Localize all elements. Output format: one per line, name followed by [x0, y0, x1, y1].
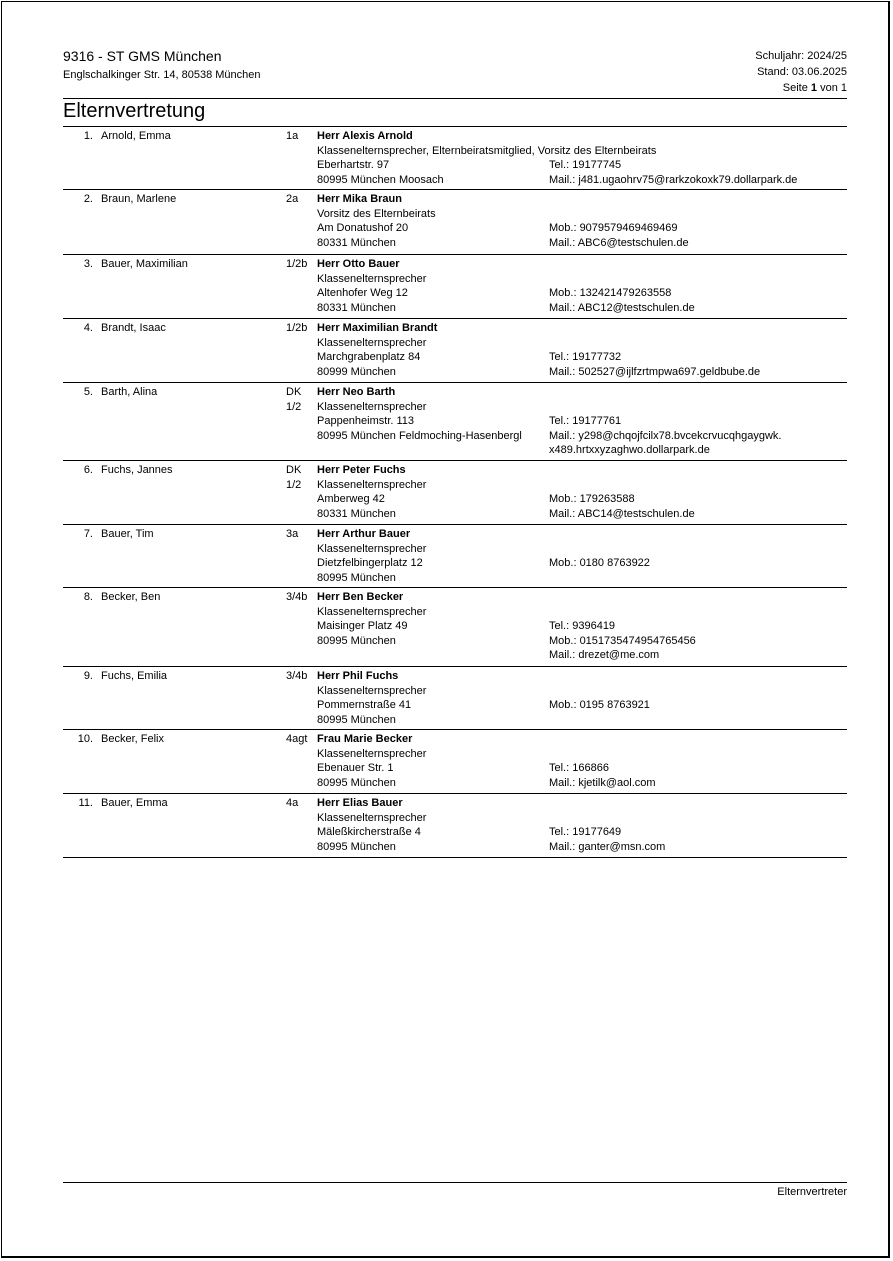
contact-line: Mob.: 0180 8763922 — [549, 557, 650, 569]
parent-role: Klassenelternsprecher — [317, 605, 427, 618]
page-current: 1 — [810, 82, 818, 94]
contact-line: Mail.: y298@chqojfcilx78.bvcekcrvucqhgaygwk. — [549, 429, 782, 442]
parent-name: Herr Elias Bauer — [317, 797, 403, 809]
parent-name: Herr Otto Bauer — [317, 258, 400, 270]
parent-role: Klassenelternsprecher — [317, 542, 427, 555]
school-name: 9316 - ST GMS München — [63, 48, 222, 64]
page-indicator — [755, 80, 847, 96]
contact-line: Tel.: 166866 — [549, 762, 609, 774]
parent-cell — [317, 590, 549, 648]
parent-role: Vorsitz des Elternbeirats — [317, 207, 436, 220]
class-label: 4a — [286, 797, 299, 809]
table-row — [63, 319, 847, 383]
student-name: Becker, Ben — [101, 591, 161, 603]
parent-city: 80331 München — [317, 301, 396, 314]
contact-line — [549, 811, 847, 826]
contact-cell — [549, 590, 847, 663]
parent-city: 80331 München — [317, 236, 396, 249]
contact-line: x489.hrtxxyzaghwo.dollarpark.de — [549, 444, 710, 456]
contact-line — [549, 192, 847, 207]
page-title: Elternvertretung — [63, 100, 206, 122]
contact-line — [549, 527, 847, 542]
contact-cell — [549, 385, 847, 458]
contact-cell — [549, 192, 847, 250]
table-row — [63, 255, 847, 319]
class-cell — [286, 321, 316, 336]
parent-name: Herr Ben Becker — [317, 591, 404, 603]
page-suffix: von 1 — [820, 82, 847, 94]
contact-line: Mail.: ganter@msn.com — [549, 840, 666, 853]
contact-line: Tel.: 19177761 — [549, 415, 622, 427]
parent-cell — [317, 463, 549, 521]
contact-cell — [549, 669, 847, 713]
contact-line — [549, 400, 847, 415]
parent-role: Klassenelternsprecher, Elternbeiratsmitglied, Vorsitz des Elternbeirats — [317, 144, 657, 157]
parent-cell — [317, 732, 549, 790]
class-label: 1/2b — [286, 258, 308, 270]
row-number: 7. — [83, 528, 93, 540]
parent-street: Altenhofer Weg 12 — [317, 287, 408, 299]
row-number: 5. — [83, 386, 93, 398]
contact-cell — [549, 257, 847, 315]
contact-line: Tel.: 9396419 — [549, 620, 616, 632]
parent-role: Klassenelternsprecher — [317, 747, 427, 760]
row-number: 10. — [77, 733, 93, 745]
stand-date: Stand: 03.06.2025 — [757, 66, 847, 78]
contact-line — [549, 684, 847, 699]
parent-role: Klassenelternsprecher — [317, 400, 427, 413]
contact-line — [549, 257, 847, 272]
class-label: 3/4b — [286, 591, 308, 603]
contact-line: Mail.: ABC14@testschulen.de — [549, 507, 695, 520]
parent-city: 80995 München Feldmoching-Hasenbergl — [317, 429, 522, 442]
parent-street: Amberweg 42 — [317, 493, 385, 505]
class-cell — [286, 129, 316, 144]
class-label: DK — [286, 464, 302, 476]
class-label: 3/4b — [286, 670, 308, 682]
row-number: 2. — [83, 193, 93, 205]
contact-cell — [549, 321, 847, 379]
class-cell — [286, 796, 316, 811]
class-cell — [286, 590, 316, 605]
parent-street: Marchgrabenplatz 84 — [317, 351, 421, 363]
contact-line — [549, 321, 847, 336]
contact-line — [549, 272, 847, 287]
parent-street: Pappenheimstr. 113 — [317, 415, 415, 427]
class-cell — [286, 385, 316, 414]
table-row — [63, 730, 847, 794]
class-cell — [286, 463, 316, 492]
parent-cell — [317, 257, 549, 315]
class-label: 1/2b — [286, 322, 308, 334]
parent-name: Frau Marie Becker — [317, 733, 413, 745]
contact-line — [549, 732, 847, 747]
contact-line — [549, 605, 847, 620]
student-name: Becker, Felix — [101, 733, 164, 745]
contact-line: Mail.: j481.ugaohrv75@rarkzokoxk79.dollarpark.de — [549, 173, 798, 186]
parent-street: Am Donatushof 20 — [317, 222, 409, 234]
contact-cell — [549, 463, 847, 521]
contact-line: Mail.: 502527@ijlfzrtmpwa697.geldbube.de — [549, 365, 761, 378]
footer-divider — [63, 1182, 847, 1183]
contact-line — [549, 542, 847, 557]
student-name: Bauer, Maximilian — [101, 258, 188, 270]
contact-line: Mob.: 0195 8763921 — [549, 699, 650, 711]
table-row — [63, 667, 847, 730]
row-number: 8. — [83, 591, 93, 603]
class-label: 2a — [286, 193, 299, 205]
parent-name: Herr Arthur Bauer — [317, 528, 411, 540]
contact-cell — [549, 796, 847, 854]
class-cell — [286, 669, 316, 684]
table-row — [63, 794, 847, 858]
class-label: 4agt — [286, 733, 308, 745]
table-row — [63, 588, 847, 667]
parent-name: Herr Neo Barth — [317, 386, 396, 398]
class-label: 1/2 — [286, 478, 302, 491]
class-cell — [286, 257, 316, 272]
contact-line — [549, 796, 847, 811]
parent-city: 80995 München Moosach — [317, 173, 444, 186]
class-cell — [286, 192, 316, 207]
parent-cell — [317, 192, 549, 250]
row-number: 4. — [83, 322, 93, 334]
row-number: 9. — [83, 670, 93, 682]
contact-line: Mob.: 132421479263558 — [549, 287, 672, 299]
contact-line — [549, 463, 847, 478]
class-cell — [286, 732, 316, 747]
parent-city: 80331 München — [317, 507, 396, 520]
contact-line — [549, 478, 847, 493]
parent-role: Klassenelternsprecher — [317, 478, 427, 491]
contact-line — [549, 336, 847, 351]
parent-name: Herr Maximilian Brandt — [317, 322, 438, 334]
contact-line: Mail.: ABC6@testschulen.de — [549, 236, 689, 249]
row-number: 1. — [83, 130, 93, 142]
student-name: Barth, Alina — [101, 386, 158, 398]
parent-street: Pommernstraße 41 — [317, 699, 412, 711]
class-label: 1/2 — [286, 400, 302, 413]
parent-city: 80995 München — [317, 634, 396, 647]
school-address: Englschalkinger Str. 14, 80538 München — [63, 69, 261, 81]
header-divider — [63, 98, 847, 99]
contact-line: Tel.: 19177732 — [549, 351, 622, 363]
parent-cell — [317, 669, 549, 727]
student-name: Arnold, Emma — [101, 130, 171, 142]
table-row — [63, 190, 847, 255]
student-name: Brandt, Isaac — [101, 322, 166, 334]
footer-label: Elternvertreter — [777, 1186, 847, 1198]
parent-name: Herr Phil Fuchs — [317, 670, 399, 682]
document-meta — [755, 48, 847, 96]
contact-cell — [549, 129, 847, 187]
row-number: 3. — [83, 258, 93, 270]
contact-line — [549, 129, 847, 144]
parent-representatives-list — [63, 127, 847, 858]
parent-street: Mäleßkircherstraße 4 — [317, 826, 421, 838]
student-name: Braun, Marlene — [101, 193, 177, 205]
parent-cell — [317, 796, 549, 854]
parent-city: 80995 München — [317, 776, 396, 789]
page-prefix: Seite — [782, 82, 808, 94]
contact-line: Tel.: 19177649 — [549, 826, 622, 838]
contact-line — [549, 669, 847, 684]
parent-role: Klassenelternsprecher — [317, 684, 427, 697]
parent-street: Maisinger Platz 49 — [317, 620, 408, 632]
class-cell — [286, 527, 316, 542]
parent-name: Herr Mika Braun — [317, 193, 402, 205]
class-label: 3a — [286, 528, 299, 540]
contact-line: Mail.: ABC12@testschulen.de — [549, 301, 695, 314]
contact-line: Mail.: kjetilk@aol.com — [549, 776, 656, 789]
student-name: Bauer, Emma — [101, 797, 168, 809]
contact-line — [549, 207, 847, 222]
parent-name: Herr Alexis Arnold — [317, 130, 413, 142]
contact-line: Mob.: 9079579469469469 — [549, 222, 678, 234]
row-number: 6. — [83, 464, 93, 476]
parent-role: Klassenelternsprecher — [317, 336, 427, 349]
parent-city: 80995 München — [317, 571, 396, 584]
table-row — [63, 525, 847, 588]
class-label: DK — [286, 386, 302, 398]
student-name: Fuchs, Jannes — [101, 464, 173, 476]
contact-line — [549, 385, 847, 400]
contact-cell — [549, 732, 847, 790]
parent-role: Klassenelternsprecher — [317, 272, 427, 285]
parent-street: Ebenauer Str. 1 — [317, 762, 394, 774]
table-row — [63, 127, 847, 190]
table-row — [63, 383, 847, 461]
parent-street: Dietzfelbingerplatz 12 — [317, 557, 423, 569]
parent-role: Klassenelternsprecher — [317, 811, 427, 824]
table-row — [63, 461, 847, 525]
row-number: 11. — [78, 797, 93, 809]
class-label: 1a — [286, 130, 299, 142]
parent-name: Herr Peter Fuchs — [317, 464, 406, 476]
parent-cell — [317, 385, 549, 443]
contact-line — [549, 747, 847, 762]
student-name: Bauer, Tim — [101, 528, 154, 540]
parent-city: 80995 München — [317, 713, 396, 726]
contact-line: Tel.: 19177745 — [549, 159, 622, 171]
schoolyear: Schuljahr: 2024/25 — [755, 50, 847, 62]
parent-city: 80995 München — [317, 840, 396, 853]
contact-cell — [549, 527, 847, 571]
contact-line: Mail.: drezet@me.com — [549, 649, 660, 661]
parent-street: Eberhartstr. 97 — [317, 159, 390, 171]
parent-cell — [317, 321, 549, 379]
contact-line: Mob.: 0151735474954765456 — [549, 634, 696, 647]
contact-line — [549, 144, 847, 159]
contact-line: Mob.: 179263588 — [549, 493, 635, 505]
parent-cell — [317, 527, 549, 585]
contact-line — [549, 590, 847, 605]
student-name: Fuchs, Emilia — [101, 670, 168, 682]
parent-city: 80999 München — [317, 365, 396, 378]
